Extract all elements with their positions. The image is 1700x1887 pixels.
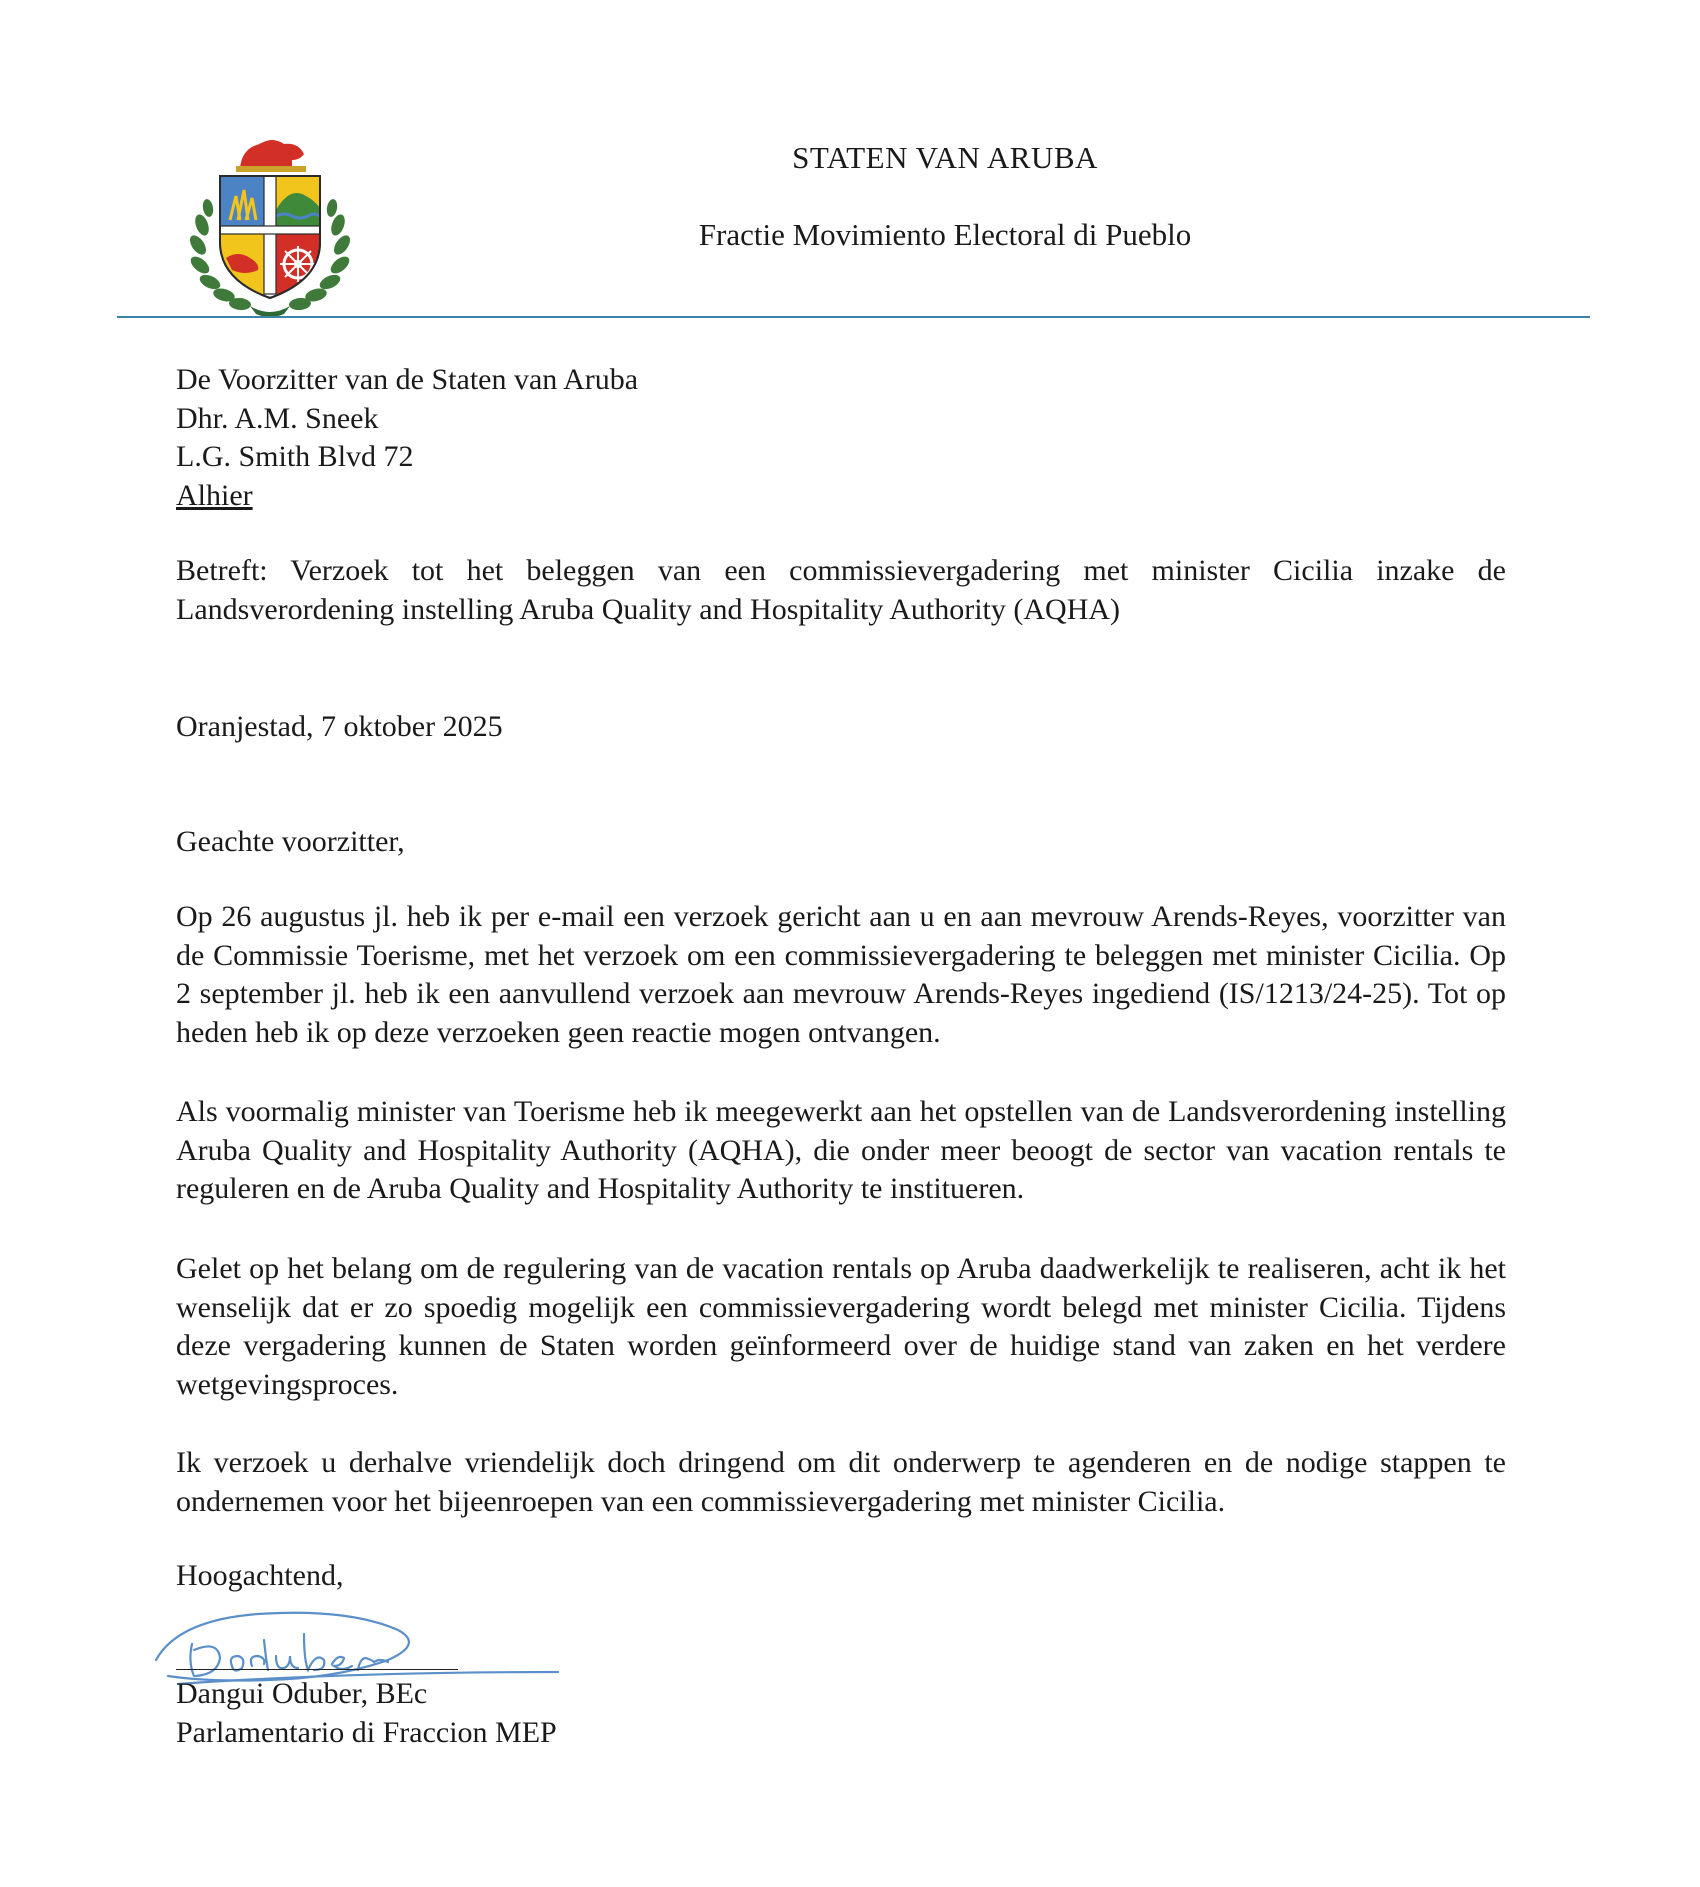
organization-name: STATEN VAN ARUBA [792,140,1098,175]
address-line-3: L.G. Smith Blvd 72 [176,440,414,473]
signer-title: Parlamentario di Fraccion MEP [176,1715,557,1749]
subject-line: Betreft: Verzoek tot het beleggen van een commissievergadering met minister Cicilia inzake de Landsverordening instelling Aruba Quality and Hospitality Authority (AQHA) [176,554,1506,626]
body-paragraph-2: Als voormalig minister van Toerisme heb ik meegewerkt aan het opstellen van de Landsverordening instelling Aruba Quality and Hospitality Authority (AQHA), die onder meer beoogt de sector van vacation rentals te reguleren en de Aruba Quality and Hospitality Authority te institueren. [176,1095,1506,1205]
body-paragraph-4: Ik verzoek u derhalve vriendelijk doch dringend om dit onderwerp te agenderen en de nodige stappen te ondernemen voor het bijeenroepen van een commissievergadering met minister Cicilia. [176,1446,1506,1518]
letter-date: Oranjestad, 7 oktober 2025 [176,710,503,743]
signature-line [176,1669,458,1670]
address-line-4: Alhier [176,478,253,512]
header-divider [117,316,1590,318]
closing: Hoogachtend, [176,1559,344,1592]
recipient-address [176,361,1506,515]
signer-name: Dangui Oduber, BEc [176,1677,428,1710]
body-paragraph-3: Gelet op het belang om de regulering van de vacation rentals op Aruba daadwerkelijk te realiseren, acht ik het wenselijk dat er zo spoedig mogelijk een commissievergadering wordt belegd met minister Cicilia. Tijdens deze vergadering kunnen de Staten worden geïnformeerd over de huidige stand van zaken en het verdere wetgevingsproces. [176,1252,1506,1401]
faction-name: Fractie Movimiento Electoral di Pueblo [698,217,1192,252]
header-organization [0,140,1700,176]
signer-block [176,1675,1506,1752]
address-line-2: Dhr. A.M. Sneek [176,401,379,435]
salutation: Geachte voorzitter, [176,825,405,858]
body-paragraph-1: Op 26 augustus jl. heb ik per e-mail een verzoek gericht aan u en aan mevrouw Arends-Reyes, voorzitter van de Commissie Toerisme, met het verzoek om een commissievergadering te beleggen met minister Cicilia. Op 2 september jl. heb ik een aanvullend verzoek aan mevrouw Arends-Reyes ingediend (IS/1213/24-25). Tot op heden heb ik op deze verzoeken geen reactie mogen ontvangen. [176,900,1506,1049]
address-line-1: De Voorzitter van de Staten van Aruba [176,363,639,396]
